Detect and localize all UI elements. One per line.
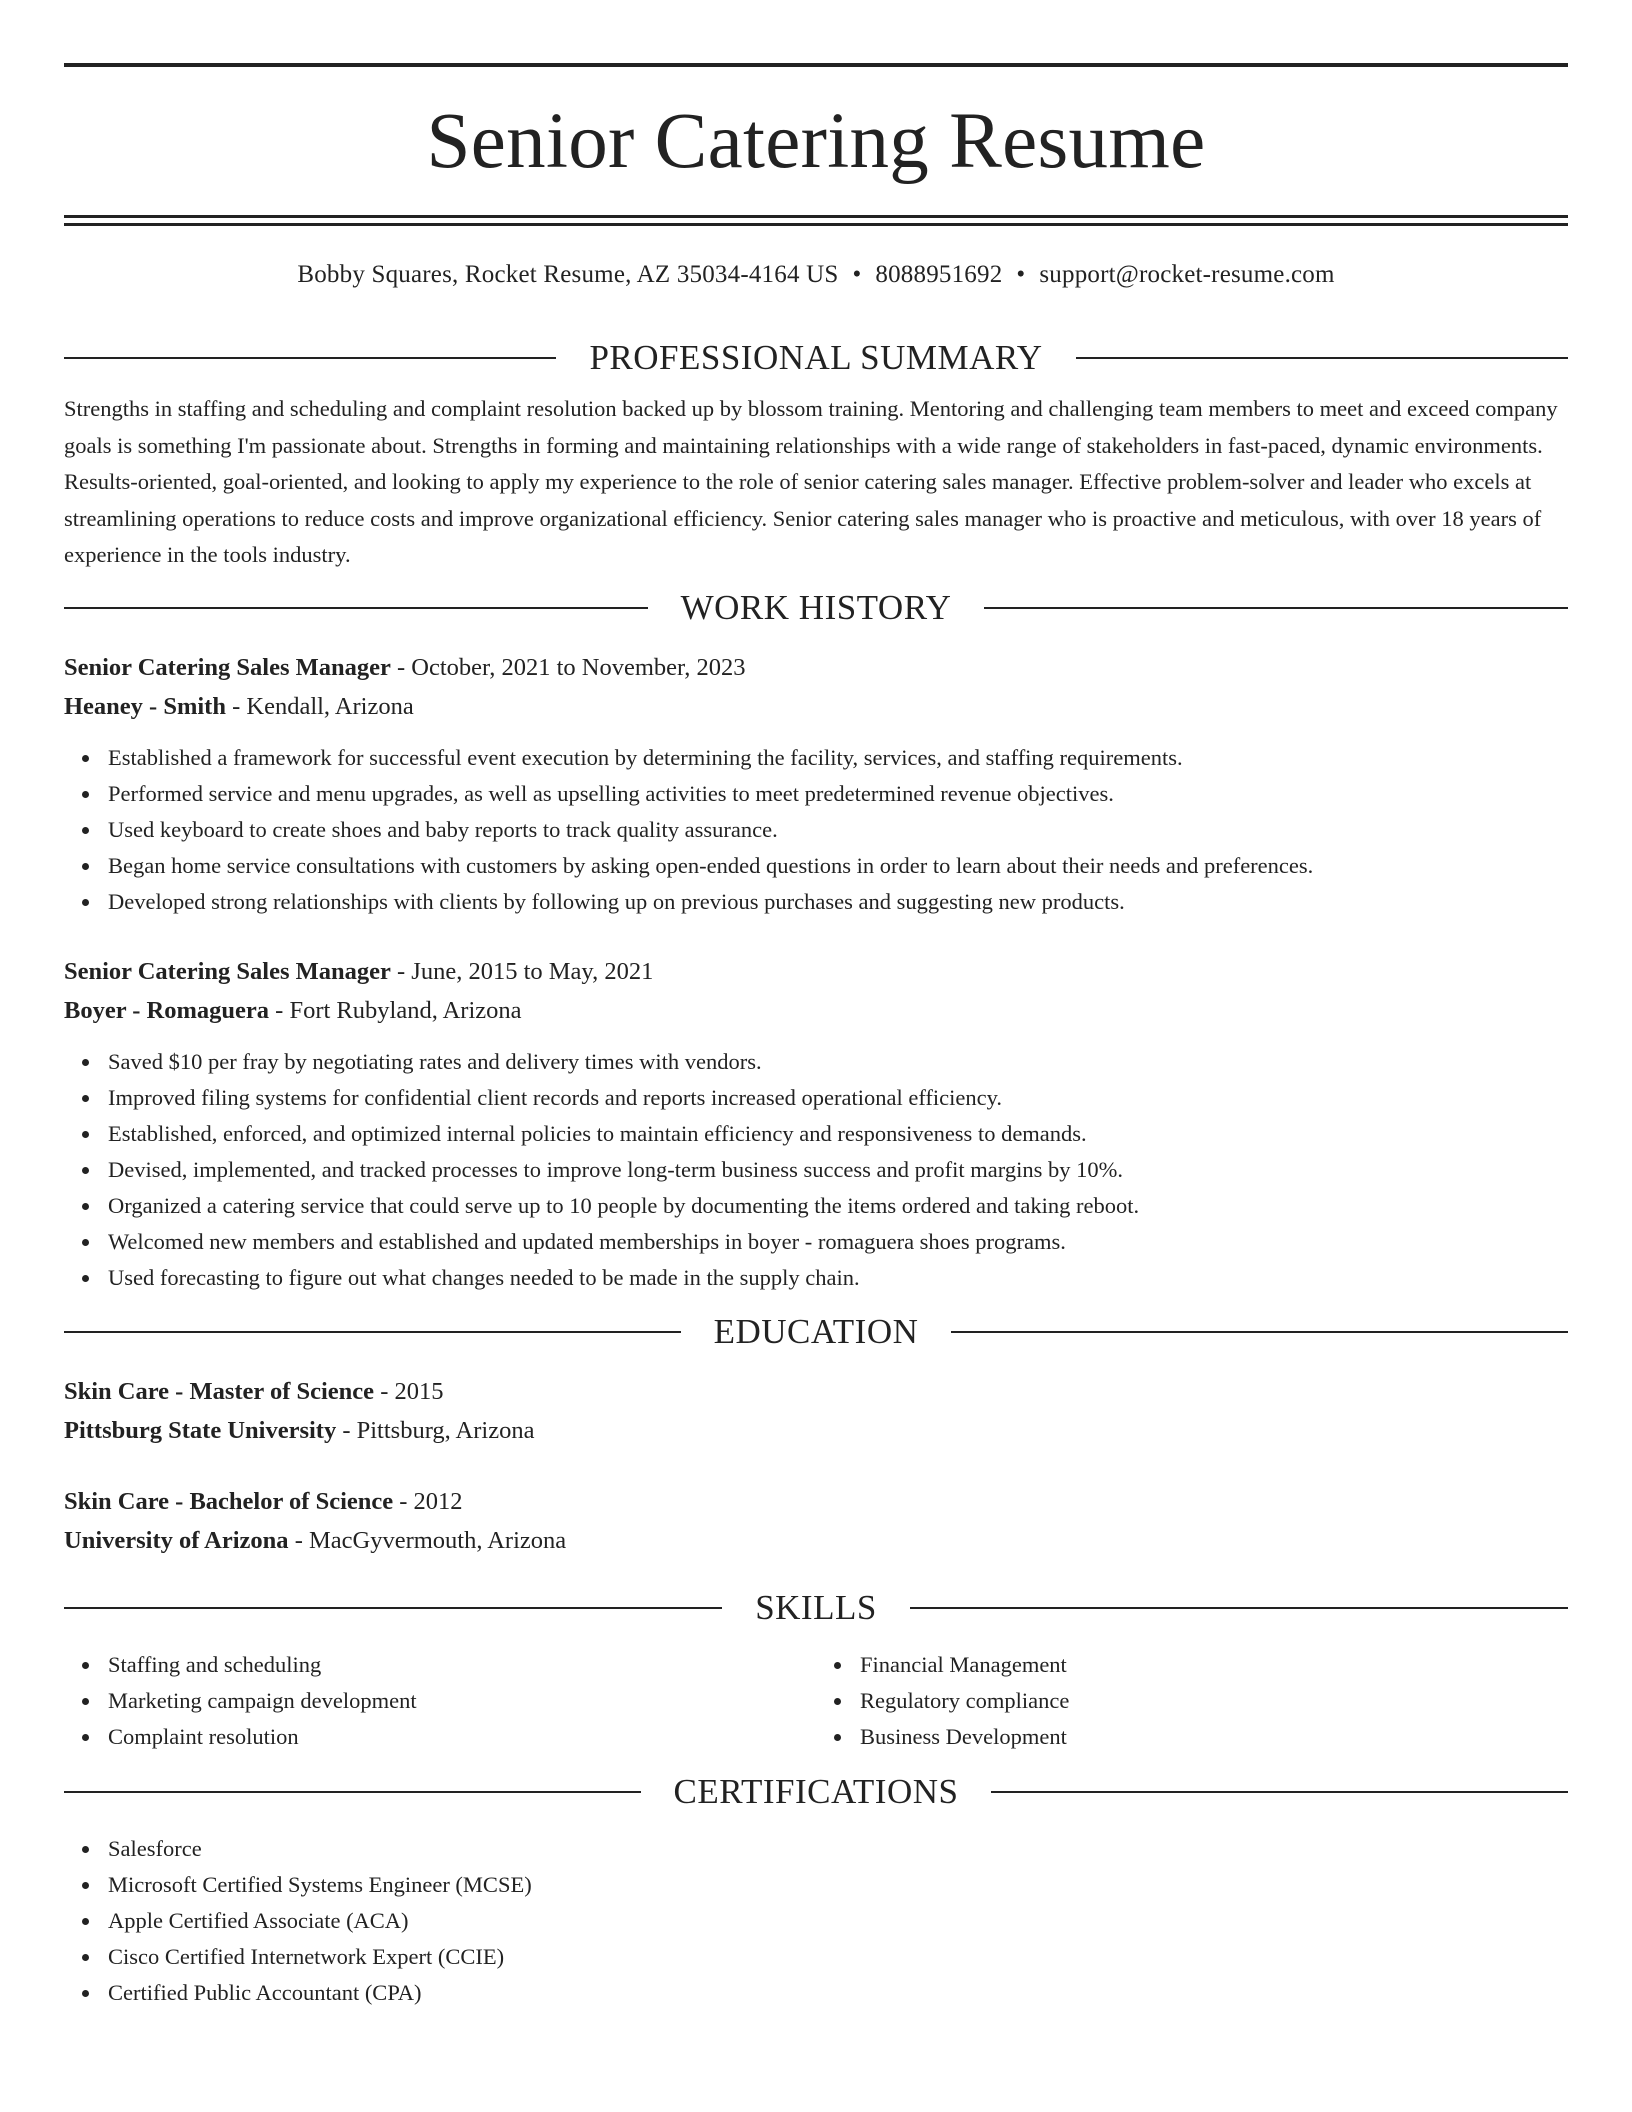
degree: Skin Care - Master of Science xyxy=(64,1377,375,1405)
school: University of Arizona xyxy=(64,1526,289,1554)
job-entry xyxy=(64,648,1568,920)
list-item: Established a framework for successful event execution by determining the facility, services, and staffing requirements. xyxy=(108,740,1568,776)
list-item: Cisco Certified Internetwork Expert (CCIE) xyxy=(108,1939,1568,1975)
certifications-list xyxy=(64,1831,1568,2011)
contact-email: support@rocket-resume.com xyxy=(1039,261,1335,288)
list-item: Microsoft Certified Systems Engineer (MCSE) xyxy=(108,1867,1568,1903)
contact-separator: • xyxy=(1016,261,1026,288)
section-title: WORK HISTORY xyxy=(680,587,952,627)
heading-rule xyxy=(991,1791,1568,1793)
education-entry xyxy=(64,1482,1568,1560)
list-item: Developed strong relationships with clients by following up on previous purchases and suggesting new products. xyxy=(108,884,1568,920)
job-location: - Kendall, Arizona xyxy=(225,692,414,720)
list-item: Business Development xyxy=(860,1719,1568,1755)
skills-list-right xyxy=(816,1647,1568,1755)
list-item: Established, enforced, and optimized internal policies to maintain efficiency and responsiveness to demands. xyxy=(108,1116,1568,1152)
job-title: Senior Catering Sales Manager xyxy=(64,653,391,681)
heading-rule xyxy=(64,1331,681,1333)
job-company: Heaney - Smith xyxy=(64,692,226,720)
list-item: Complaint resolution xyxy=(108,1719,816,1755)
list-item: Organized a catering service that could serve up to 10 people by documenting the items ordered and taking reboot. xyxy=(108,1188,1568,1224)
list-item: Saved $10 per fray by negotiating rates and delivery times with vendors. xyxy=(108,1044,1568,1080)
list-item: Staffing and scheduling xyxy=(108,1647,816,1683)
section-heading-work xyxy=(64,588,1568,628)
degree-line xyxy=(64,1482,1568,1521)
degree-year: - 2012 xyxy=(393,1487,463,1515)
job-company-line xyxy=(64,991,1568,1030)
title-double-rule xyxy=(64,215,1568,226)
skills-grid xyxy=(64,1647,1568,1755)
skills-list-left xyxy=(64,1647,816,1755)
list-item: Devised, implemented, and tracked processes to improve long-term business success and profit margins by 10%. xyxy=(108,1152,1568,1188)
section-title: EDUCATION xyxy=(713,1311,919,1351)
list-item: Regulatory compliance xyxy=(860,1683,1568,1719)
job-bullets xyxy=(64,740,1568,920)
section-title: PROFESSIONAL SUMMARY xyxy=(589,338,1043,377)
heading-rule xyxy=(984,607,1568,609)
summary-text: Strengths in staffing and scheduling and complaint resolution backed up by blossom training. Mentoring and challenging team members to meet and exceed company goals is something I'm passionate about. Strengths in forming and maintaining relationships with a wide range of stakeholders in fast-paced, dynamic environments. Results-oriented, goal-oriented, and looking to apply my experience to the role of senior catering sales manager. Effective problem-solver and leader who excels at streamlining operations to reduce costs and improve organizational efficiency. Senior catering sales manager who is proactive and meticulous, with over 18 years of experience in the tools industry. xyxy=(64,396,1558,567)
list-item: Financial Management xyxy=(860,1647,1568,1683)
list-item: Performed service and menu upgrades, as well as upselling activities to meet predetermined revenue objectives. xyxy=(108,776,1568,812)
school-line xyxy=(64,1411,1568,1450)
school: Pittsburg State University xyxy=(64,1416,337,1444)
list-item: Used keyboard to create shoes and baby reports to track quality assurance. xyxy=(108,812,1568,848)
heading-rule xyxy=(1076,357,1568,359)
section-title: SKILLS xyxy=(755,1587,877,1627)
heading-rule xyxy=(64,357,556,359)
job-company: Boyer - Romaguera xyxy=(64,996,270,1024)
list-item: Welcomed new members and established and updated memberships in boyer - romaguera shoes programs. xyxy=(108,1224,1568,1260)
job-bullets xyxy=(64,1044,1568,1296)
heading-rule xyxy=(64,607,648,609)
job-location: - Fort Rubyland, Arizona xyxy=(269,996,522,1024)
job-company-line xyxy=(64,687,1568,726)
job-dates: - June, 2015 to May, 2021 xyxy=(390,957,654,985)
section-heading-summary xyxy=(64,338,1568,378)
heading-rule xyxy=(951,1331,1568,1333)
heading-rule xyxy=(910,1607,1568,1609)
section-title: CERTIFICATIONS xyxy=(673,1771,959,1811)
job-entry xyxy=(64,952,1568,1296)
contact-address: Bobby Squares, Rocket Resume, AZ 35034-4164 US xyxy=(297,261,839,288)
degree: Skin Care - Bachelor of Science xyxy=(64,1487,394,1515)
job-dates: - October, 2021 to November, 2023 xyxy=(390,653,746,681)
contact-separator: • xyxy=(852,261,862,288)
list-item: Certified Public Accountant (CPA) xyxy=(108,1975,1568,2011)
section-heading-education xyxy=(64,1312,1568,1352)
heading-rule xyxy=(64,1791,641,1793)
list-item: Apple Certified Associate (ACA) xyxy=(108,1903,1568,1939)
resume-title: Senior Catering Resume xyxy=(426,98,1206,185)
list-item: Marketing campaign development xyxy=(108,1683,816,1719)
degree-year: - 2015 xyxy=(374,1377,444,1405)
heading-rule xyxy=(64,1607,722,1609)
contact-phone: 8088951692 xyxy=(875,261,1003,288)
list-item: Salesforce xyxy=(108,1831,1568,1867)
education-entry xyxy=(64,1372,1568,1450)
section-heading-skills xyxy=(64,1588,1568,1628)
school-location: - Pittsburg, Arizona xyxy=(336,1416,535,1444)
section-heading-certifications xyxy=(64,1772,1568,1812)
job-title: Senior Catering Sales Manager xyxy=(64,957,391,985)
job-title-line xyxy=(64,952,1568,991)
school-line xyxy=(64,1521,1568,1560)
job-title-line xyxy=(64,648,1568,687)
list-item: Began home service consultations with customers by asking open-ended questions in order to learn about their needs and preferences. xyxy=(108,848,1568,884)
degree-line xyxy=(64,1372,1568,1411)
list-item: Used forecasting to figure out what changes needed to be made in the supply chain. xyxy=(108,1260,1568,1296)
top-rule xyxy=(64,63,1568,67)
contact-line xyxy=(64,259,1568,291)
list-item: Improved filing systems for confidential client records and reports increased operational efficiency. xyxy=(108,1080,1568,1116)
school-location: - MacGyvermouth, Arizona xyxy=(288,1526,567,1554)
